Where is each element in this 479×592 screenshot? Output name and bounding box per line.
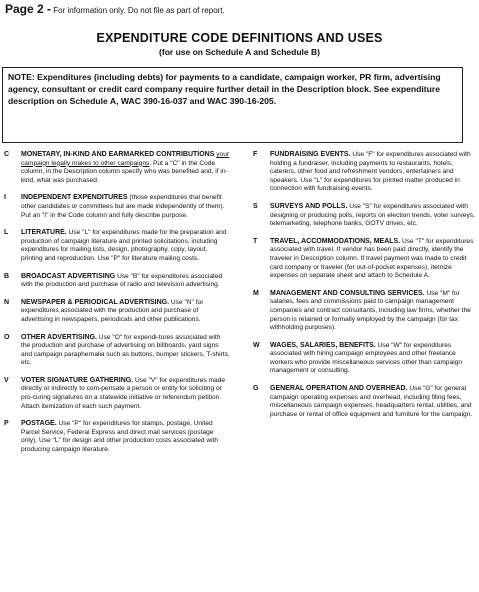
code-entry-s <box>253 203 475 229</box>
code-entry-v <box>4 377 230 411</box>
code-underlined-text: your campaign legally makes to other campaigns <box>21 151 230 167</box>
code-letter: M <box>253 289 259 297</box>
code-letter: P <box>4 420 9 428</box>
code-description: Use "W" for expenditures associated with hiring campaign employees and other freelance workers who provide miscellaneous services other than campaign management or consulting. <box>270 341 463 375</box>
page-subtitle: (for use on Schedule A and Schedule B) <box>159 47 320 57</box>
code-entry-t <box>253 238 475 281</box>
code-name: MONETARY, IN-KIND AND EARMARKED CONTRIBUTIONS <box>21 151 215 158</box>
code-letter: B <box>4 272 10 280</box>
code-entry-o <box>4 334 230 368</box>
code-name: TRAVEL, ACCOMMODATIONS, MEALS. <box>270 237 401 245</box>
code-description: Use "V" for expenditures made directly or indirectly to com-pensate a person or entity for soliciting or pro-curing signatures on a statewide initiative or referendum petition. Attach itemization of each such payment. <box>21 376 226 410</box>
code-name: OTHER ADVERTISING. <box>21 333 97 341</box>
code-name: BROADCAST ADVERTISING <box>21 272 116 280</box>
code-letter: V <box>4 376 9 384</box>
code-description: Use "M" for salaries, fees and commissions paid to campaign management companies and contract consultants, including law firms, whether the person is retained or formally employed by the campaign (for tax withholding purposes). <box>270 289 471 332</box>
code-entry-b <box>4 273 230 290</box>
code-description: Use "P" for expenditures for stamps, postage, United Parcel Service, Federal Express and direct mail services (postage only). Use "L" for design and other production costs associated with producing campaign literature. <box>21 420 219 454</box>
code-letter: L <box>4 229 9 237</box>
page-header <box>5 2 225 16</box>
left-column <box>4 151 230 464</box>
code-entry-c <box>4 151 230 185</box>
code-letter: G <box>253 385 259 393</box>
code-letter: O <box>4 333 10 341</box>
code-name: INDEPENDENT EXPENDITURES <box>21 194 128 202</box>
code-entry-w <box>253 342 475 376</box>
code-name: FUNDRAISING EVENTS. <box>270 151 351 158</box>
code-letter: T <box>253 237 258 245</box>
code-letter: W <box>253 341 260 349</box>
code-entry-f <box>253 151 475 194</box>
code-description: Use "S" for expenditures associated with designing or producing polls, reports on election trends, voter surveys, telemarketing, telephone banks, GOTV drives, etc. <box>270 202 475 228</box>
code-entry-p <box>4 420 230 454</box>
code-entry-g <box>253 385 475 419</box>
page-title: EXPENDITURE CODE DEFINITIONS AND USES <box>96 31 383 45</box>
code-description: Use "B" for expenditures associated with the production and purchase of radio and television advertising. <box>21 272 223 289</box>
code-name: MANAGEMENT AND CONSULTING SERVICES. <box>270 289 425 297</box>
code-name: NEWSPAPER & PERIODICAL ADVERTISING. <box>21 298 170 306</box>
page-number: Page 2 - <box>5 2 52 16</box>
code-letter: N <box>4 298 10 306</box>
code-letter: I <box>4 194 6 202</box>
code-description: Use "T" for expenditures associated with travel. If vendor has been paid directly, identify the traveler in Description column. If travel payment was made to credit card company or traveler (for out-of-pocket expenses), itemize expenses on separate sheet and attach to Schedule A. <box>270 237 474 280</box>
code-name: WAGES, SALARIES, BENEFITS. <box>270 341 376 349</box>
code-name: GENERAL OPERATION AND OVERHEAD. <box>270 385 408 393</box>
code-name: LITERATURE. <box>21 229 67 237</box>
code-entry-i <box>4 194 230 220</box>
code-entry-m <box>253 290 475 333</box>
code-entry-l <box>4 229 230 263</box>
page-note: For information only. Do not file as part of report. <box>53 6 225 15</box>
code-letter: F <box>253 151 258 158</box>
code-letter: S <box>253 202 258 210</box>
code-description: (those expenditures that benefit other candidates or committees but are made independently of them). Put an "I" in the Code column and fully describe purpose. <box>21 194 225 219</box>
code-description: Use "F" for expenditures associated with holding a fundraiser, including payments to restaurants, hotels, caterers, other food and refreshment vendors, entertainers and speakers. Use "L" for expenditures for printed matter produced in connection with fundraising events. <box>270 151 471 193</box>
code-entry-n <box>4 299 230 325</box>
code-description: Use "G" for general campaign operating expenses and overhead, including filing fees, miscellaneous campaign expenses, headquarters rental, utilities, and purchase or rental of office equipment and furniture for the campaign. <box>270 385 473 418</box>
note-box: NOTE: Expenditures (including debts) for payments to a candidate, campaign worker, PR firm, advertising agency, consultant or credit card company require further detail in the Description block. See expenditure description on Schedule A, WAC 390-16-037 and WAC 390-16-205. <box>2 67 463 143</box>
code-description: Use "L" for expenditures made for the preparation and production of campaign literature and printed solicitations, including expenditures for mailing lists, design, photography, copy, layout, printing and reproduction. Use "P" for literature mailing costs. <box>21 229 227 262</box>
code-description: . Put a "C" in the Code column, in the Description column specify who was benefited and, if in-kind, what was purchased. <box>21 159 228 184</box>
code-description: Use "N" for expenditures associated with the production and purchase of advertising in newspapers, periodicals and other publications. <box>21 298 204 323</box>
code-description: Use "O" for expendi-tures associated with the production and purchase of advertising on billboards, yard signs and campaign paraphernalia such as buttons, bumper stickers, T-shirts, etc. <box>21 333 230 367</box>
code-name: POSTAGE. <box>21 420 57 428</box>
right-column <box>253 151 475 428</box>
code-name: SURVEYS AND POLLS. <box>270 202 348 210</box>
code-name: VOTER SIGNATURE GATHERING. <box>21 376 134 384</box>
code-letter: C <box>4 151 10 158</box>
